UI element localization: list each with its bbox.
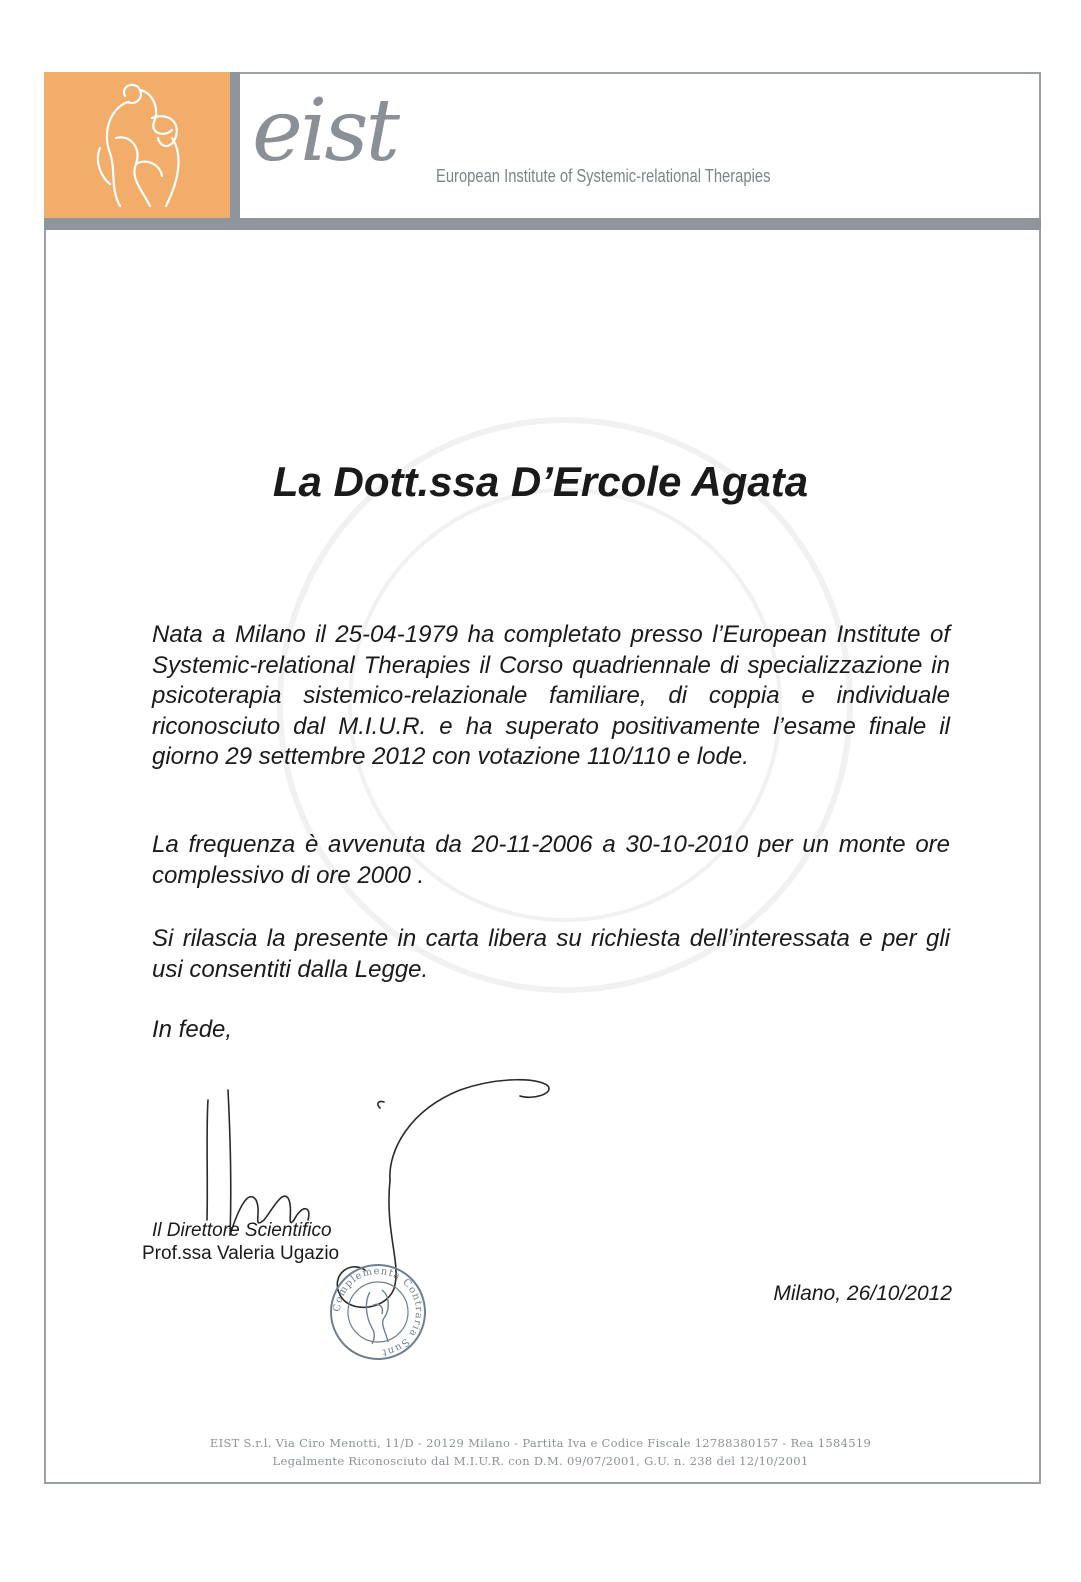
- place-and-date: Milano, 26/10/2012: [773, 1282, 952, 1305]
- recipient-title: La Dott.ssa D’Ercole Agata: [272, 458, 809, 505]
- institute-name: European Institute of Systemic-relational Therapies: [436, 166, 771, 186]
- closing-text: In fede,: [152, 1016, 233, 1043]
- header-divider: [230, 72, 240, 230]
- brand-wordmark: eist: [252, 81, 398, 181]
- signatory-name: Prof.ssa Valeria Ugazio: [142, 1243, 340, 1264]
- footer-company-info: EIST S.r.l. Via Ciro Menotti, 11/D - 20129 Milano - Partita Iva e Codice Fiscale 12788380157 - Rea 1584519: [209, 1436, 872, 1450]
- signatory-role: Il Direttore Scientifico: [152, 1220, 332, 1241]
- svg-text:Complementa Contraria Sunt: Complementa Contraria Sunt: [331, 1265, 425, 1358]
- header-bar: [44, 218, 1041, 230]
- issuance-paragraph: Si rilascia la presente in carta libera su richiesta dell’interessata e per gli usi consentiti dalla Legge.: [152, 925, 950, 983]
- institute-stamp-seal: [328, 1262, 428, 1362]
- attendance-paragraph: La frequenza è avvenuta da 20-11-2006 a 30-10-2010 per un monte ore complessivo di ore 2000 .: [152, 831, 950, 889]
- footer-accreditation: Legalmente Riconosciuto dal M.I.U.R. con D.M. 09/07/2001, G.U. n. 238 del 12/10/2001: [272, 1454, 809, 1468]
- certificate-body-paragraph: Nata a Milano il 25-04-1979 ha completato presso l’European Institute of Systemic-relational Therapies il Corso quadriennale di specializzazione in psicoterapia sistemico-relazionale familiare, di coppia e individuale riconosciuto dal M.I.U.R. e ha superato positivamente l’esame finale il giorno 29 settembre 2012 con votazione 110/110 e lode.: [152, 621, 950, 770]
- embracing-figures-logo-icon: [80, 78, 200, 214]
